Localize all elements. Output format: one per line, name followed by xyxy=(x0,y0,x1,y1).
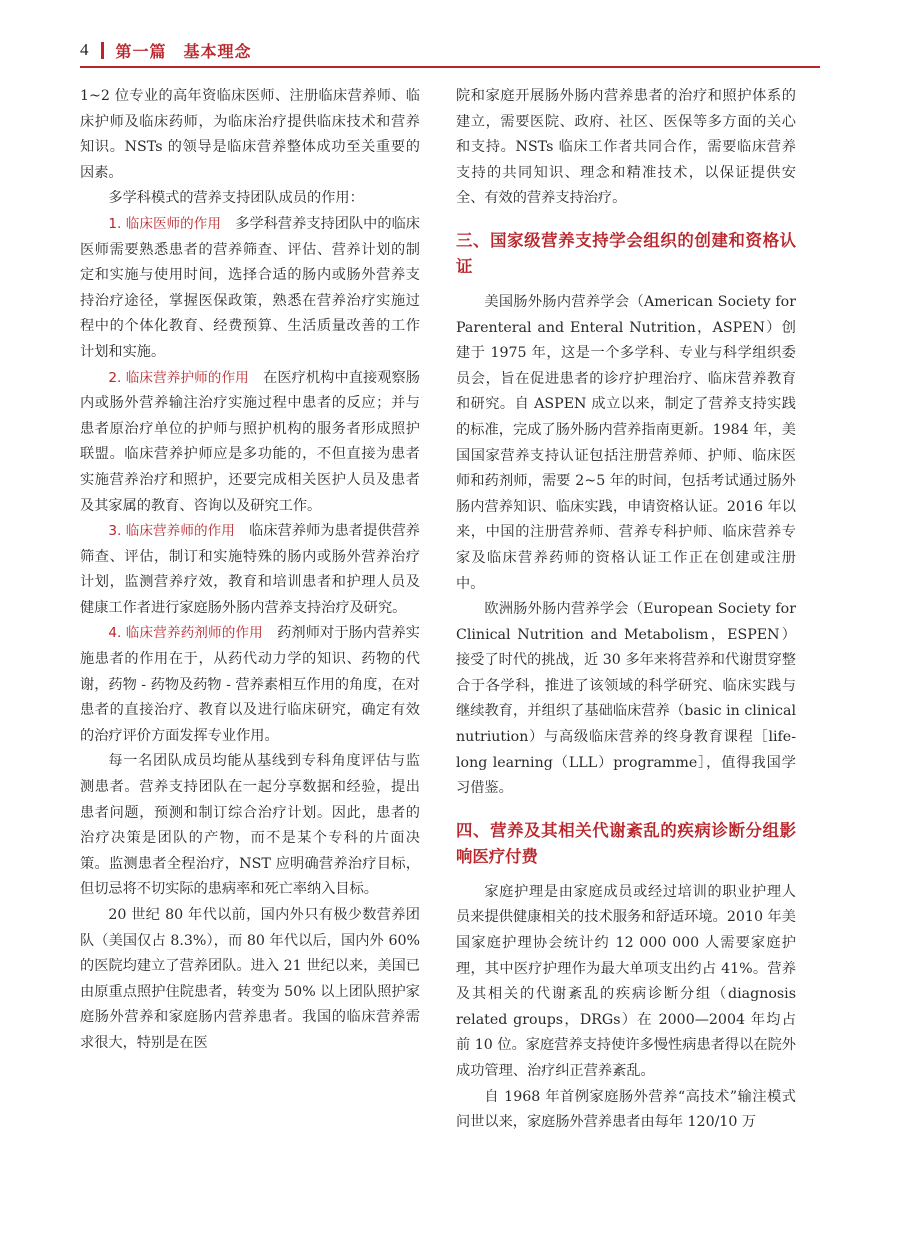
role-text: 临床营养师为患者提供营养筛查、评估，制订和实施特殊的肠内或肠外营养治疗计划，监测营养疗效，教育和培训患者和护理人员及健康工作者进行家庭肠外肠内营养支持治疗及研究。 xyxy=(80,523,420,616)
role-title: 2. 临床营养护师的作用 xyxy=(108,369,249,386)
header-separator xyxy=(101,42,104,59)
paragraph: 每一名团队成员均能从基线到专科角度评估与监测患者。营养支持团队在一起分享数据和经验，提出患者问题，预测和制订综合治疗计划。因此，患者的治疗决策是团队的产物，而不是某个专科的片面决策。监测患者全程治疗，NST 应明确营养治疗目标，但切忌将不切实际的患病率和死亡率纳入目标。 xyxy=(80,753,420,898)
role-text: 多学科营养支持团队中的临床医师需要熟悉患者的营养筛查、评估、营养计划的制定和实施与使用时间，选择合适的肠内或肠外营养支持治疗途径，掌握医保政策，熟悉在营养治疗实施过程中的个体化教育、经费预算、生活质量改善的工作计划和实施。 xyxy=(80,215,420,360)
section-heading-4: 四、营养及其相关代谢紊乱的疾病诊断分组影响医疗付费 xyxy=(456,820,796,866)
role-text: 药剂师对于肠内营养实施患者的作用在于，从药代动力学的知识、药物的代谢，药物 - 药物及药物 - 营养素相互作用的角度，在对患者的直接治疗、教育以及进行临床研究，确定有效的治疗评价方面发挥专业作用。 xyxy=(80,625,420,744)
section-heading-3: 三、国家级营养支持学会组织的创建和资格认证 xyxy=(456,230,796,276)
header-rule xyxy=(80,66,820,68)
paragraph: 20 世纪 80 年代以前，国内外只有极少数营养团队（美国仅占 8.3%），而 80 年代以后，国内外 60% 的医院均建立了营养团队。进入 21 世纪以来，美国已由原重点照护住院患者，转变为 50% 以上团队照护家庭肠外营养和家庭肠内营养患者。我国的临床营养需求很大，特别是在医 xyxy=(80,907,420,1051)
role-paragraph-nurse xyxy=(80,366,420,520)
role-title: 3. 临床营养师的作用 xyxy=(108,523,235,540)
paragraph: 家庭护理是由家庭成员或经过培训的职业护理人员来提供健康相关的技术服务和舒适环境。2010 年美国家庭护理协会统计约 12 000 000 人需要家庭护理，其中医疗护理作为最大单项支出约占 41%。营养及其相关的代谢紊乱的疾病诊断分组（diagnosis related groups，DRGs）在 2000—2004 年均占前 10 位。家庭营养支持使许多慢性病患者得以在院外成功管理、治疗纠正营养紊乱。 xyxy=(456,883,796,1079)
role-paragraph-physician xyxy=(80,212,420,366)
paragraph: 院和家庭开展肠外肠内营养患者的治疗和照护体系的建立，需要医院、政府、社区、医保等多方面的关心和支持。NSTs 临床工作者共同合作，需要临床营养支持的共同知识、理念和精准技术，以保证提供安全、有效的营养支持治疗。 xyxy=(456,88,796,207)
role-text: 在医疗机构中直接观察肠内或肠外营养输注治疗实施过程中患者的反应；并与患者原治疗单位的护师与照护机构的服务者形成照护联盟。临床营养护师应是多功能的，不但直接为患者实施营养治疗和照护，还要完成相关医护人员及患者及其家属的教育、咨询以及研究工作。 xyxy=(80,369,420,514)
paragraph: 多学科模式的营养支持团队成员的作用： xyxy=(108,190,364,207)
paragraph: 美国肠外肠内营养学会（American Society for Parenteral and Enteral Nutrition，ASPEN）创建于 1975 年，这是一个多学科、专业与科学组织委员会，旨在促进患者的诊疗护理治疗、临床营养教育和研究。自 ASPEN 成立以来，制定了营养支持实践的标准，完成了肠外肠内营养指南更新。1984 年，美国国家营养支持认证包括注册营养师、护师、临床医师和药剂师，需要 2~5 年的时间，包括考试通过肠外肠内营养知识、临床实践，申请资格认证。2016 年以来，中国的注册营养师、营养专科护师、临床营养专家及临床营养药师的资格认证工作正在创建或注册中。 xyxy=(456,293,796,592)
page-number: 4 xyxy=(80,40,89,59)
role-title: 4. 临床营养药剂师的作用 xyxy=(108,625,263,642)
paragraph: 自 1968 年首例家庭肠外营养“高技术”输注模式问世以来，家庭肠外营养患者由每年 120/10 万 xyxy=(456,1088,796,1131)
section-title: 第一篇 基本理念 xyxy=(115,41,252,61)
paragraph: 欧洲肠外肠内营养学会（European Society for Clinical Nutrition and Metabolism，ESPEN）接受了时代的挑战，近 30 多年来将营养和代谢贯穿整合于各学科，推进了该领域的科学研究、临床实践与继续教育，并组织了基础临床营养（basic in clinical nutriution）与高级临床营养的终身教育课程［life-long learning（LLL）programme］，值得我国学习借鉴。 xyxy=(456,601,796,797)
paragraph: 1~2 位专业的高年资临床医师、注册临床营养师、临床护师及临床药师，为临床治疗提供临床技术和营养知识。NSTs 的领导是临床营养整体成功至关重要的因素。 xyxy=(80,88,420,181)
left-column xyxy=(80,84,420,1224)
role-paragraph-dietitian xyxy=(80,519,420,621)
role-title: 1. 临床医师的作用 xyxy=(108,215,222,232)
role-paragraph-pharmacist xyxy=(80,621,420,749)
right-column xyxy=(456,84,796,1224)
running-header xyxy=(80,36,820,64)
